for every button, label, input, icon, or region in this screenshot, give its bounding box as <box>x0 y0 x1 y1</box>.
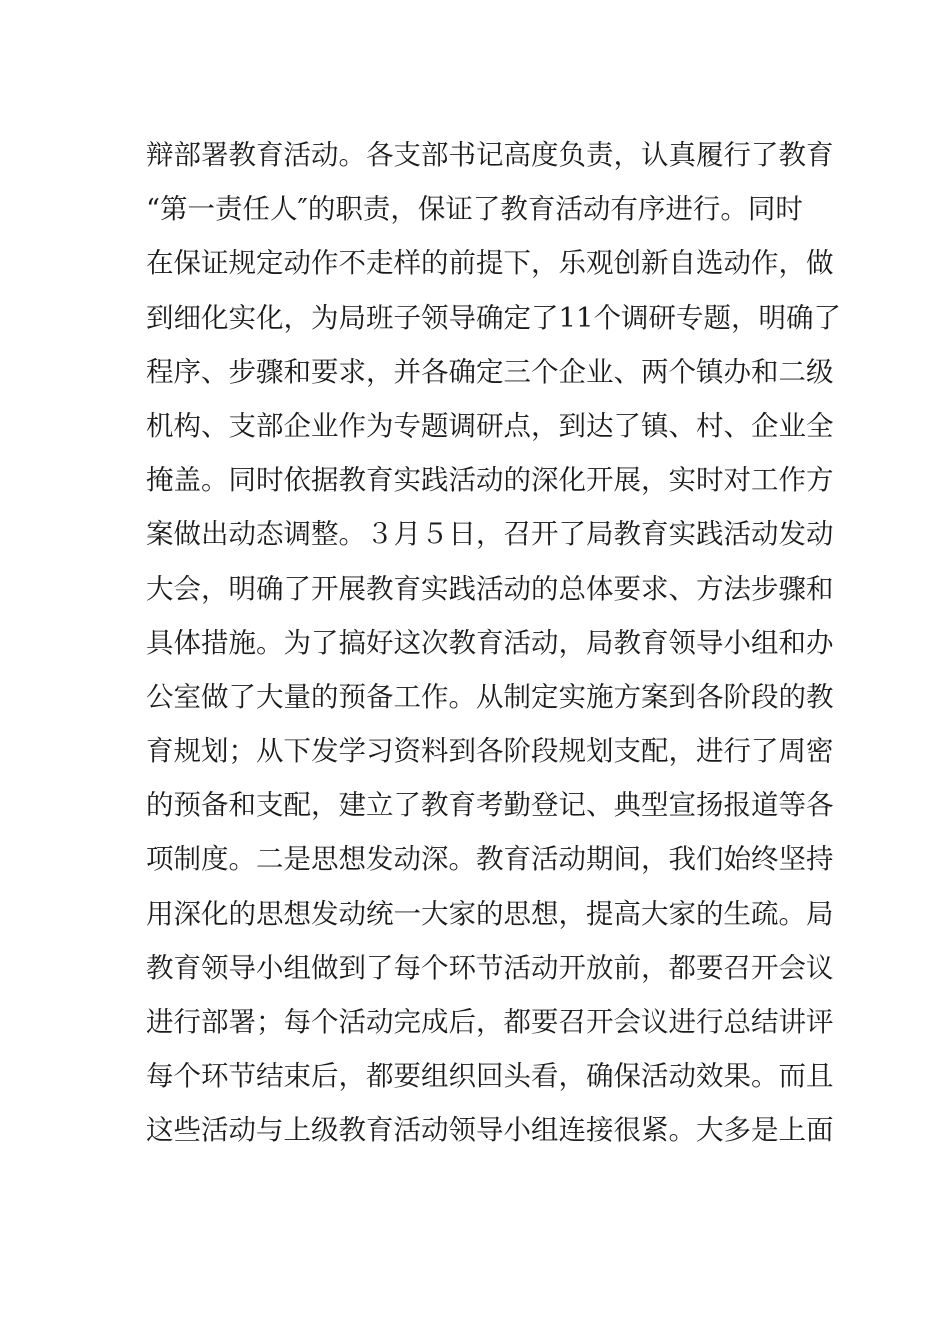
text-line: 这些活动与上级教育活动领导小组连接很紧。大多是上面 <box>146 1114 834 1147</box>
text-line: 大会，明确了开展教育实践活动的总体要求、方法步骤和 <box>146 572 834 605</box>
text-line: 程序、步骤和要求，并各确定三个企业、两个镇办和二级 <box>146 355 834 388</box>
text-line: 教育领导小组做到了每个环节活动开放前，都要召开会议 <box>146 951 834 984</box>
text-line: 机构、支部企业作为专题调研点，到达了镇、村、企业全 <box>146 409 834 442</box>
text-line: 的预备和支配，建立了教育考勤登记、典型宣扬报道等各 <box>146 789 834 822</box>
text-line: 公室做了大量的预备工作。从制定实施方案到各阶段的教 <box>146 680 834 713</box>
text-line: 用深化的思想发动统一大家的思想，提高大家的生疏。局 <box>146 897 834 930</box>
text-line: 在保证规定动作不走样的前提下，乐观创新自选动作，做 <box>146 247 834 280</box>
text-line: 项制度。二是思想发动深。教育活动期间，我们始终坚持 <box>146 843 834 876</box>
text-line: 案做出动态调整。３月５日，召开了局教育实践活动发动 <box>146 518 834 551</box>
text-line: 掩盖。同时依据教育实践活动的深化开展，实时对工作方 <box>146 464 834 497</box>
text-line: 育规划；从下发学习资料到各阶段规划支配，进行了周密 <box>146 735 834 768</box>
text-line: “第一责任人″的职责，保证了教育活动有序进行。同时 <box>146 193 803 226</box>
text-line: 辩部署教育活动。各支部书记高度负责，认真履行了教育 <box>146 139 834 171</box>
body-text <box>146 128 841 1158</box>
text-line: 到细化实化，为局班子领导确定了11个调研专题，明确了 <box>146 301 841 334</box>
text-line: 每个环节结束后，都要组织回头看，确保活动效果。而且 <box>146 1060 834 1093</box>
text-line: 具体措施。为了搞好这次教育活动，局教育领导小组和办 <box>146 626 834 659</box>
text-line: 进行部署；每个活动完成后，都要召开会议进行总结讲评 <box>146 1006 834 1038</box>
